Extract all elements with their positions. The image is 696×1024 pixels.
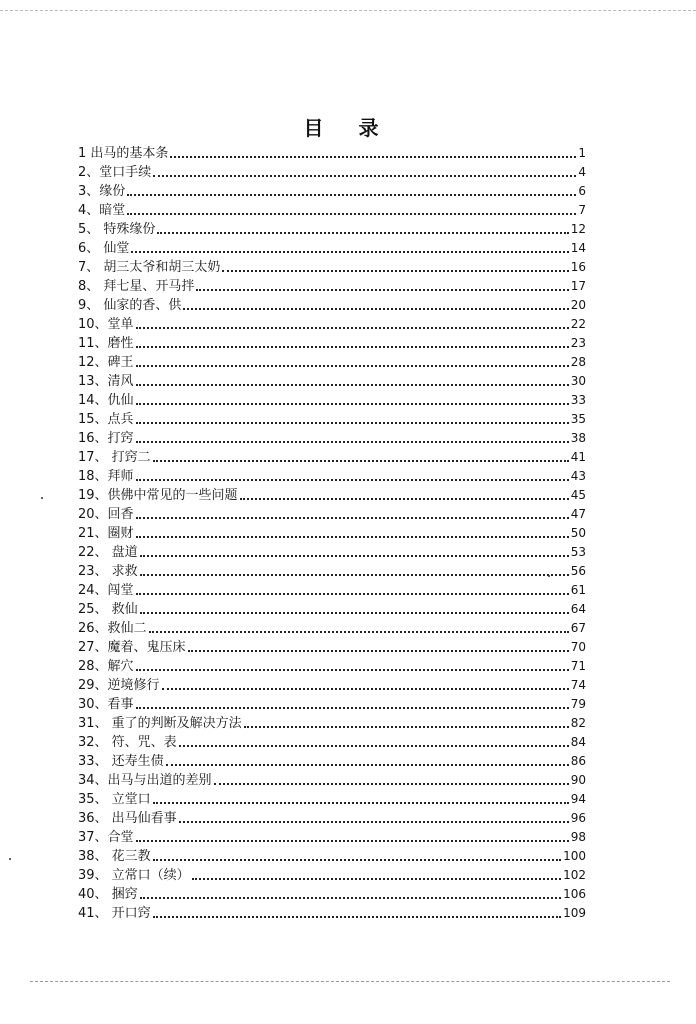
toc-entry-title: 39、 立常口（续）	[78, 868, 190, 883]
toc-entry-page-number: 28	[570, 355, 586, 369]
toc-entry-title: 22、 盘道	[78, 545, 138, 560]
toc-entry-page-number: 70	[570, 640, 586, 654]
dot-leader	[136, 441, 569, 443]
toc-entry[interactable]	[78, 657, 586, 676]
dot-leader	[127, 194, 576, 196]
toc-entry-page-number: 67	[570, 621, 586, 635]
toc-entry-page-number: 84	[570, 735, 586, 749]
dot-leader	[140, 612, 569, 614]
dot-leader	[157, 232, 568, 234]
toc-entry-page-number: 90	[570, 773, 586, 787]
dot-leader	[136, 707, 569, 709]
toc-entry-title: 8、 拜七星、开马拌	[78, 279, 195, 294]
toc-entry-page-number: 41	[570, 450, 586, 464]
dot-leader	[136, 422, 569, 424]
dot-leader	[179, 745, 569, 747]
toc-entry[interactable]	[78, 258, 586, 277]
toc-entry-title: 26、救仙二	[78, 621, 147, 636]
toc-entry-title: 30、看事	[78, 697, 134, 712]
dot-leader	[131, 251, 568, 253]
toc-entry-title: 34、出马与出道的差别	[78, 773, 212, 788]
toc-entry-page-number: 6	[578, 184, 586, 198]
toc-entry-page-number: 35	[570, 412, 586, 426]
toc-entry-title: 25、 救仙	[78, 602, 138, 617]
dot-leader	[183, 308, 568, 310]
toc-entry-page-number: 7	[578, 203, 586, 217]
toc-entry-page-number: 61	[570, 583, 586, 597]
toc-entry-page-number: 30	[570, 374, 586, 388]
toc-entry-title: 28、解穴	[78, 659, 134, 674]
toc-entry[interactable]	[78, 828, 586, 847]
toc-entry-title: 21、圈财	[78, 526, 134, 541]
toc-entry-title: 17、 打窍二	[78, 450, 151, 465]
toc-entry-title: 1 出马的基本条	[78, 146, 169, 161]
toc-entry-title: 2、堂口手续	[78, 165, 152, 180]
dot-leader	[136, 327, 569, 329]
toc-entry-title: 6、 仙堂	[78, 241, 130, 256]
toc-entry-title: 35、 立堂口	[78, 792, 151, 807]
toc-entry-page-number: 16	[570, 260, 586, 274]
scan-speck	[548, 575, 550, 577]
toc-entry-page-number: 4	[578, 165, 586, 179]
toc-entry-page-number: 12	[570, 222, 586, 236]
toc-entry[interactable]	[78, 505, 586, 524]
toc-entry[interactable]	[78, 600, 586, 619]
toc-entry-title: 3、缘份	[78, 184, 126, 199]
dot-leader	[136, 365, 569, 367]
toc-entry-title: 20、回香	[78, 507, 134, 522]
toc-entry-page-number: 109	[563, 906, 586, 920]
toc-entry-title: 19、供佛中常见的一些问题	[78, 488, 238, 503]
toc-entry-title: 41、 开口窍	[78, 906, 151, 921]
toc-entry-page-number: 47	[570, 507, 586, 521]
toc-entry[interactable]	[78, 543, 586, 562]
toc-entry-page-number: 43	[570, 469, 586, 483]
toc-entry[interactable]	[78, 296, 586, 315]
toc-entry-page-number: 17	[570, 279, 586, 293]
toc-entry[interactable]	[78, 220, 586, 239]
toc-entry-page-number: 1	[578, 146, 586, 160]
toc-entry-page-number: 96	[570, 811, 586, 825]
dot-leader	[179, 821, 569, 823]
toc-entry[interactable]	[78, 638, 586, 657]
toc-entry[interactable]	[78, 809, 586, 828]
toc-entry-page-number: 71	[570, 659, 586, 673]
dot-leader	[162, 688, 569, 690]
toc-entry-title: 7、 胡三太爷和胡三太奶	[78, 260, 221, 275]
toc-entry[interactable]	[78, 201, 586, 220]
dot-leader	[136, 840, 569, 842]
dot-leader	[149, 631, 569, 633]
toc-entry-title: 10、堂单	[78, 317, 134, 332]
toc-entry[interactable]	[78, 372, 586, 391]
scan-speck	[41, 497, 43, 499]
toc-entry-page-number: 23	[570, 336, 586, 350]
toc-entry-page-number: 74	[570, 678, 586, 692]
toc-entry-title: 16、打窍	[78, 431, 134, 446]
toc-entry-title: 37、合堂	[78, 830, 134, 845]
dot-leader	[136, 517, 569, 519]
toc-entry-title: 33、 还寿生债	[78, 754, 164, 769]
toc-entry[interactable]	[78, 790, 586, 809]
toc-entry-title: 15、点兵	[78, 412, 134, 427]
toc-entry-page-number: 50	[570, 526, 586, 540]
toc-entry-page-number: 45	[570, 488, 586, 502]
table-of-contents	[78, 144, 586, 923]
toc-entry[interactable]	[78, 429, 586, 448]
dot-leader	[170, 156, 576, 158]
dot-leader	[136, 593, 569, 595]
toc-entry-title: 36、 出马仙看事	[78, 811, 177, 826]
toc-entry-page-number: 14	[570, 241, 586, 255]
dot-leader	[240, 498, 569, 500]
toc-entry-page-number: 53	[570, 545, 586, 559]
dot-leader	[127, 213, 576, 215]
dot-leader	[140, 897, 561, 899]
toc-entry-title: 12、碑王	[78, 355, 134, 370]
toc-entry-page-number: 56	[570, 564, 586, 578]
toc-entry-title: 13、清风	[78, 374, 134, 389]
scan-speck	[9, 858, 11, 860]
dot-leader	[136, 669, 569, 671]
toc-entry-title: 24、闯堂	[78, 583, 134, 598]
toc-entry-page-number: 100	[563, 849, 586, 863]
dot-leader	[140, 574, 569, 576]
toc-entry[interactable]	[78, 885, 586, 904]
toc-entry-page-number: 98	[570, 830, 586, 844]
toc-entry[interactable]	[78, 733, 586, 752]
dot-leader	[196, 289, 568, 291]
toc-entry-page-number: 64	[570, 602, 586, 616]
toc-entry-title: 38、 花三教	[78, 849, 151, 864]
toc-entry-title: 5、 特殊缘份	[78, 222, 156, 237]
dot-leader	[136, 384, 569, 386]
toc-entry-title: 32、 符、咒、表	[78, 735, 177, 750]
toc-entry-page-number: 102	[563, 868, 586, 882]
dot-leader	[222, 270, 568, 272]
toc-entry[interactable]	[78, 524, 586, 543]
dot-leader	[188, 650, 569, 652]
toc-entry[interactable]	[78, 353, 586, 372]
toc-entry[interactable]	[78, 904, 586, 923]
dot-leader	[136, 536, 569, 538]
toc-entry[interactable]	[78, 847, 586, 866]
dot-leader	[136, 479, 569, 481]
dot-leader	[166, 764, 569, 766]
toc-entry-page-number: 33	[570, 393, 586, 407]
toc-entry[interactable]	[78, 467, 586, 486]
scan-edge-bottom	[30, 981, 670, 984]
dot-leader	[136, 346, 569, 348]
toc-entry-title: 29、逆境修行	[78, 678, 160, 693]
dot-leader	[153, 175, 576, 177]
toc-entry[interactable]	[78, 866, 586, 885]
dot-leader	[153, 802, 569, 804]
toc-entry-title: 11、磨性	[78, 336, 134, 351]
toc-entry-page-number: 106	[563, 887, 586, 901]
toc-entry[interactable]	[78, 315, 586, 334]
toc-entry[interactable]	[78, 239, 586, 258]
toc-entry[interactable]	[78, 486, 586, 505]
toc-entry-title: 18、拜师	[78, 469, 134, 484]
toc-entry[interactable]	[78, 771, 586, 790]
toc-entry[interactable]	[78, 448, 586, 467]
page-title: 目 录	[303, 116, 393, 140]
toc-entry[interactable]	[78, 182, 586, 201]
toc-entry-title: 40、 捆窍	[78, 887, 138, 902]
toc-entry[interactable]	[78, 334, 586, 353]
toc-entry-page-number: 38	[570, 431, 586, 445]
toc-entry[interactable]	[78, 752, 586, 771]
toc-entry-title: 4、暗堂	[78, 203, 126, 218]
toc-entry[interactable]	[78, 391, 586, 410]
toc-entry-title: 27、魔着、鬼压床	[78, 640, 186, 655]
dot-leader	[136, 403, 569, 405]
toc-entry[interactable]	[78, 581, 586, 600]
toc-entry[interactable]	[78, 714, 586, 733]
toc-entry-page-number: 20	[570, 298, 586, 312]
toc-entry[interactable]	[78, 410, 586, 429]
dot-leader	[153, 859, 561, 861]
dot-leader	[214, 783, 569, 785]
dot-leader	[140, 555, 569, 557]
toc-entry[interactable]	[78, 619, 586, 638]
toc-entry-page-number: 86	[570, 754, 586, 768]
toc-entry[interactable]	[78, 144, 586, 163]
toc-entry[interactable]	[78, 562, 586, 581]
toc-entry-title: 23、 求救	[78, 564, 138, 579]
toc-entry[interactable]	[78, 695, 586, 714]
toc-entry-page-number: 82	[570, 716, 586, 730]
toc-entry[interactable]	[78, 676, 586, 695]
dot-leader	[192, 878, 561, 880]
toc-entry-page-number: 79	[570, 697, 586, 711]
toc-entry-title: 31、 重了的判断及解决方法	[78, 716, 242, 731]
toc-entry-title: 14、仇仙	[78, 393, 134, 408]
dot-leader	[153, 460, 569, 462]
toc-entry[interactable]	[78, 277, 586, 296]
scan-edge-top	[0, 10, 696, 13]
toc-entry-page-number: 94	[570, 792, 586, 806]
toc-entry-page-number: 22	[570, 317, 586, 331]
toc-entry-title: 9、 仙家的香、供	[78, 298, 182, 313]
toc-entry[interactable]	[78, 163, 586, 182]
dot-leader	[153, 916, 561, 918]
dot-leader	[244, 726, 569, 728]
